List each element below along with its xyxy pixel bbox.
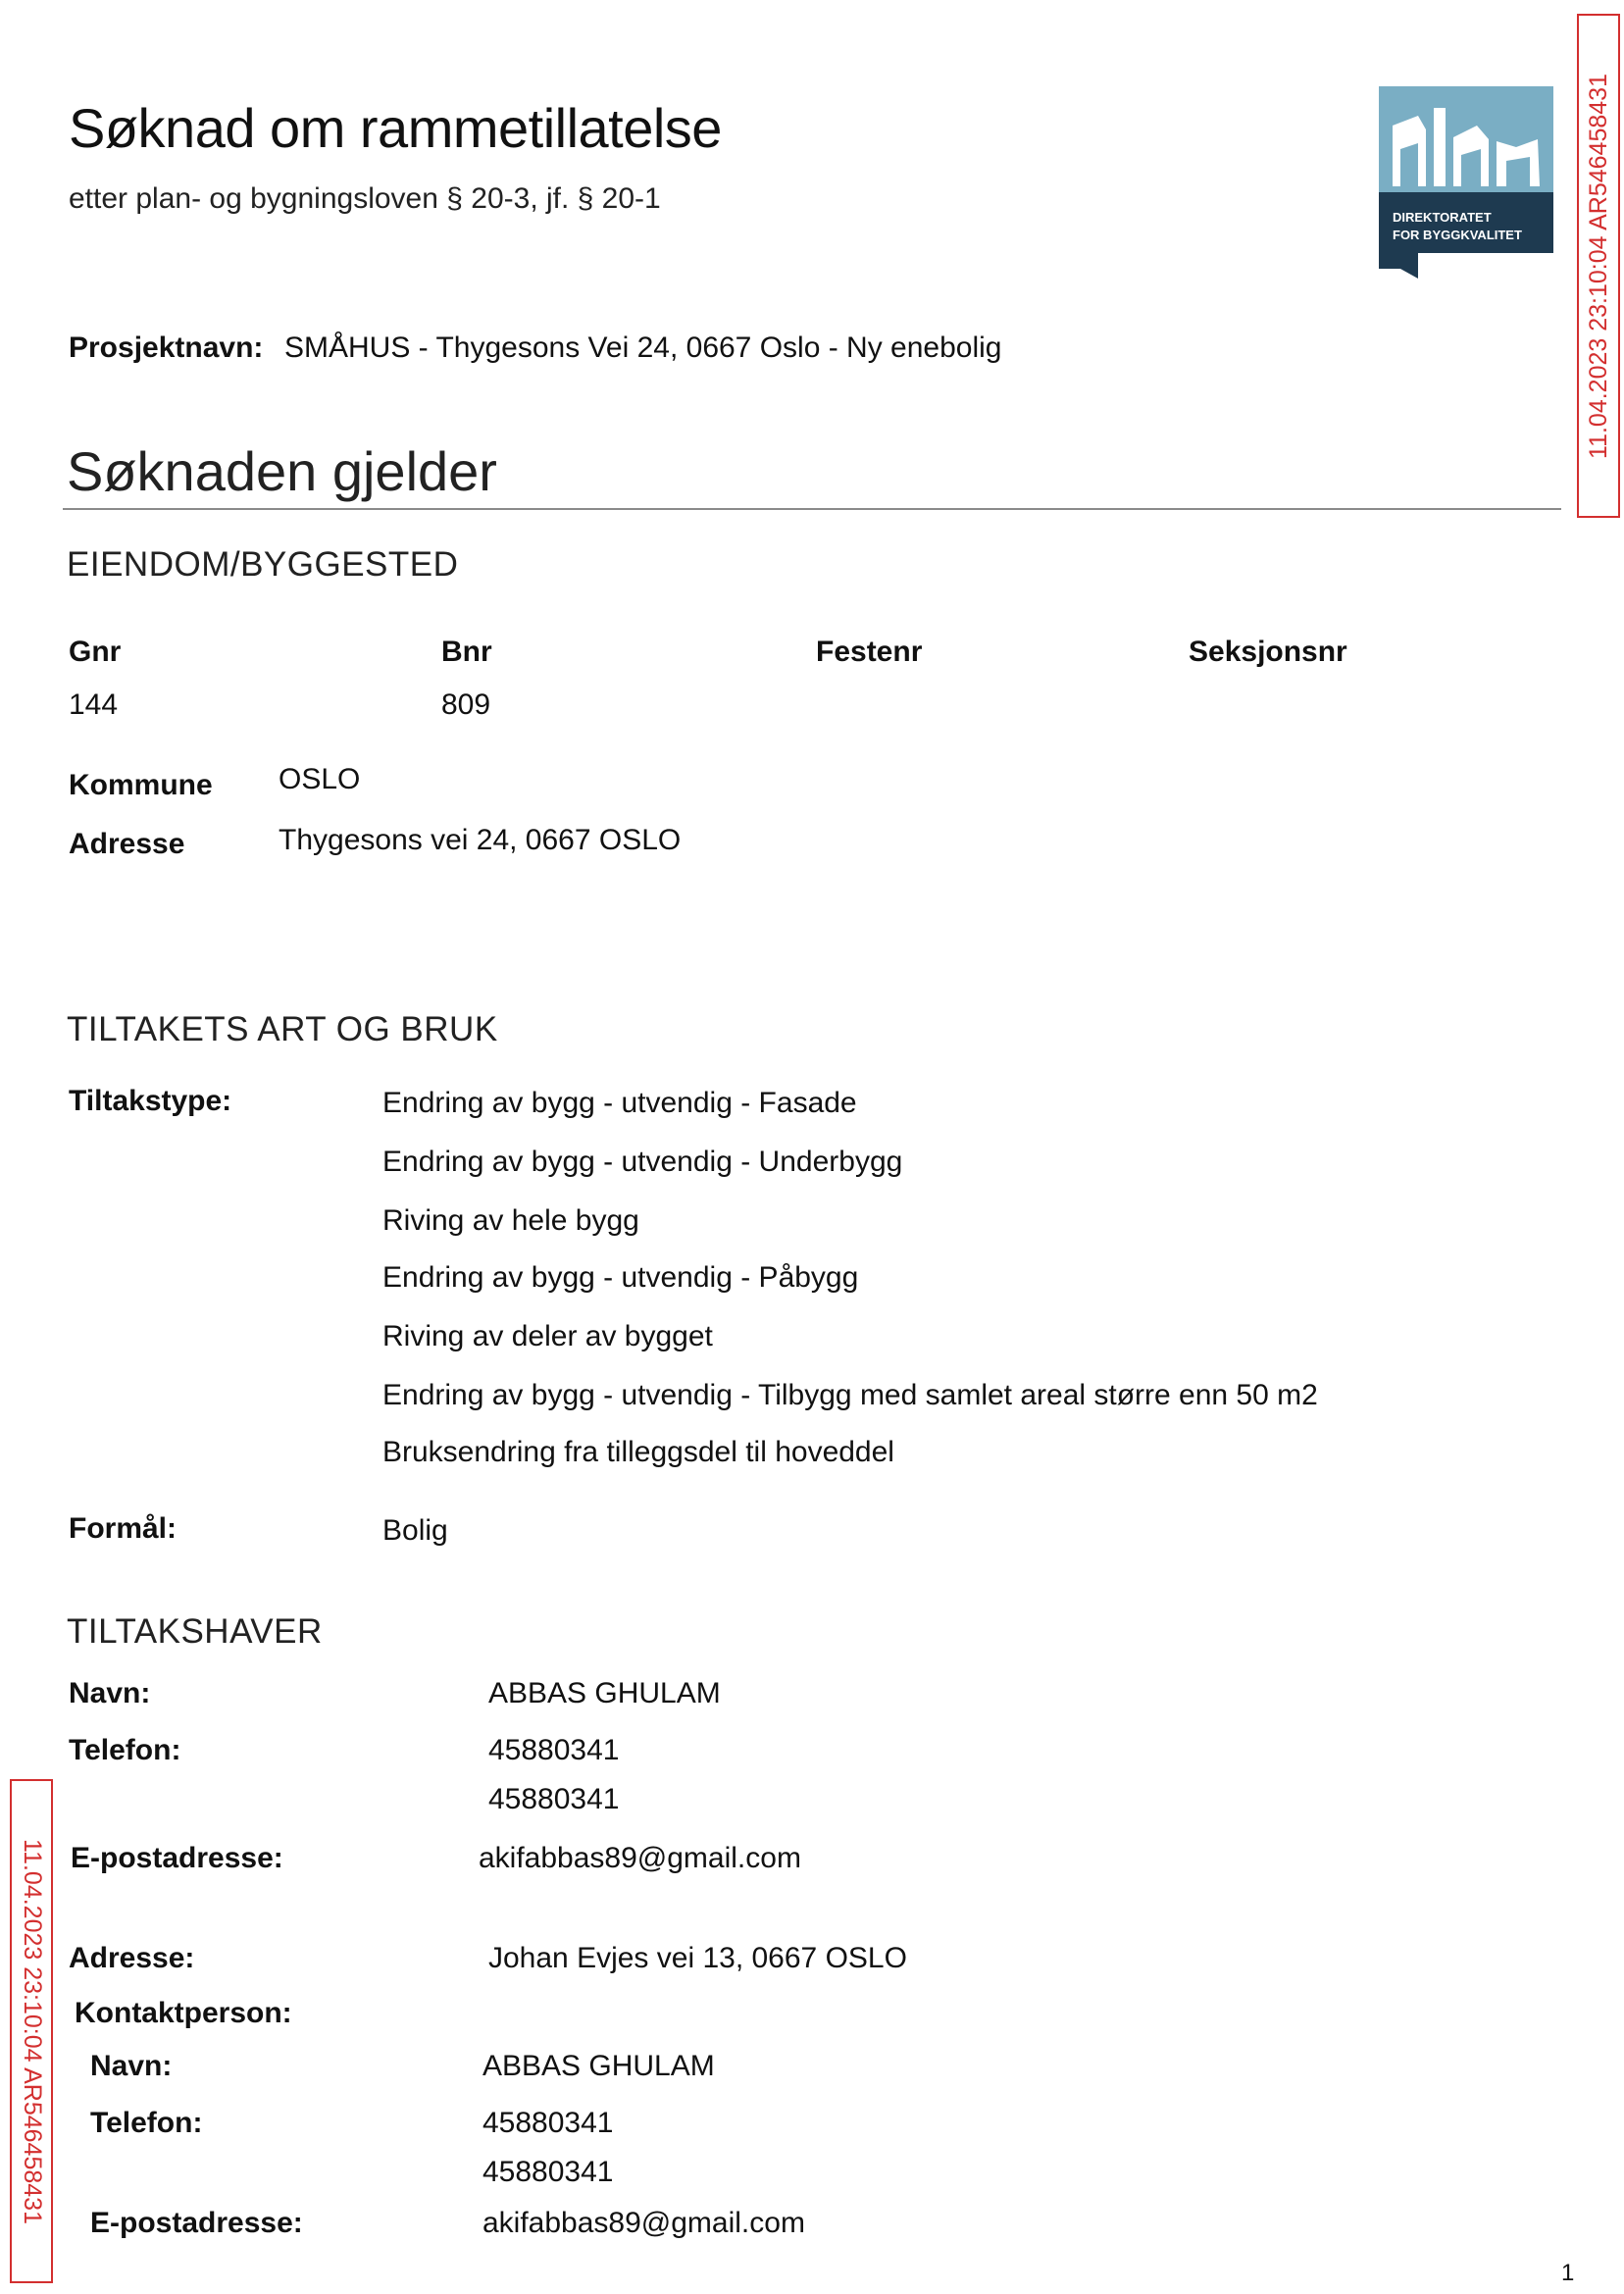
tiltakshaver-adresse-label: Adresse: (69, 1942, 195, 1974)
tiltak-heading: TILTAKETS ART OG BRUK (67, 1010, 498, 1048)
kontakt-epost-label: E-postadresse: (90, 2207, 303, 2239)
tiltakstype-item: Riving av hele bygg (382, 1204, 639, 1237)
tiltakstype-item: Endring av bygg - utvendig - Fasade (382, 1087, 857, 1119)
tiltakshaver-navn: ABBAS GHULAM (488, 1677, 721, 1709)
document-subtitle: etter plan- og bygningsloven § 20-3, jf. § 20-1 (69, 182, 661, 215)
kommune-value: OSLO (279, 763, 361, 795)
logo-text-line2: FOR BYGGKVALITET (1393, 228, 1522, 242)
tiltakshaver-telefon: 45880341 (488, 1783, 620, 1815)
receipt-stamp-right (1577, 14, 1620, 518)
gnr-value: 144 (69, 688, 119, 721)
tiltakstype-item: Endring av bygg - utvendig - Underbygg (382, 1146, 903, 1178)
section-title: Søknaden gjelder (67, 440, 497, 502)
tiltakshaver-epost-label: E-postadresse: (71, 1842, 283, 1874)
bnr-value: 809 (441, 688, 491, 721)
formal-value: Bolig (382, 1514, 448, 1547)
adresse-value: Thygesons vei 24, 0667 OSLO (279, 824, 682, 856)
kontakt-telefon: 45880341 (482, 2107, 614, 2139)
gnr-label: Gnr (69, 636, 122, 668)
kontakt-epost: akifabbas89@gmail.com (482, 2207, 805, 2239)
tiltakstype-item: Endring av bygg - utvendig - Påbygg (382, 1261, 859, 1294)
logo-text-line1: DIREKTORATET (1393, 210, 1492, 225)
tiltakshaver-adresse: Johan Evjes vei 13, 0667 OSLO (488, 1942, 907, 1974)
tiltakstype-item: Bruksendring fra tilleggsdel til hoveddel (382, 1436, 894, 1468)
bnr-label: Bnr (441, 636, 492, 668)
receipt-stamp-text: 11.04.2023 23:10:04 AR546458431 (18, 1838, 46, 2224)
formal-label: Formål: (69, 1512, 178, 1545)
tiltakshaver-telefon-label: Telefon: (69, 1734, 181, 1766)
adresse-label: Adresse (69, 828, 185, 860)
kontakt-navn: ABBAS GHULAM (482, 2050, 715, 2082)
receipt-stamp-left (10, 1779, 53, 2283)
tiltakstype-item: Endring av bygg - utvendig - Tilbygg med samlet areal større enn 50 m2 (382, 1379, 1318, 1411)
tiltakstype-label: Tiltakstype: (69, 1085, 232, 1117)
kontaktperson-label: Kontaktperson: (75, 1997, 292, 2029)
tiltakshaver-heading: TILTAKSHAVER (67, 1612, 323, 1651)
kontakt-navn-label: Navn: (90, 2050, 173, 2082)
kontakt-telefon-label: Telefon: (90, 2107, 203, 2139)
kontakt-telefon: 45880341 (482, 2156, 614, 2188)
seksjonsnr-label: Seksjonsnr (1189, 636, 1347, 668)
tiltakshaver-epost: akifabbas89@gmail.com (479, 1842, 801, 1874)
kommune-label: Kommune (69, 769, 213, 801)
tiltakshaver-navn-label: Navn: (69, 1677, 151, 1709)
dibk-logo (1379, 86, 1553, 279)
project-label: Prosjektnavn: (69, 331, 264, 364)
receipt-stamp-text: 11.04.2023 23:10:04 AR546458431 (1584, 73, 1612, 459)
tiltakshaver-telefon: 45880341 (488, 1734, 620, 1766)
document-title: Søknad om rammetillatelse (69, 97, 722, 159)
property-heading: EIENDOM/BYGGESTED (67, 545, 459, 584)
page-number: 1 (1561, 2260, 1575, 2286)
project-value: SMÅHUS - Thygesons Vei 24, 0667 Oslo - Ny enebolig (284, 331, 1002, 364)
tiltakstype-item: Riving av deler av bygget (382, 1320, 713, 1352)
festenr-label: Festenr (816, 636, 923, 668)
section-divider (63, 508, 1561, 510)
